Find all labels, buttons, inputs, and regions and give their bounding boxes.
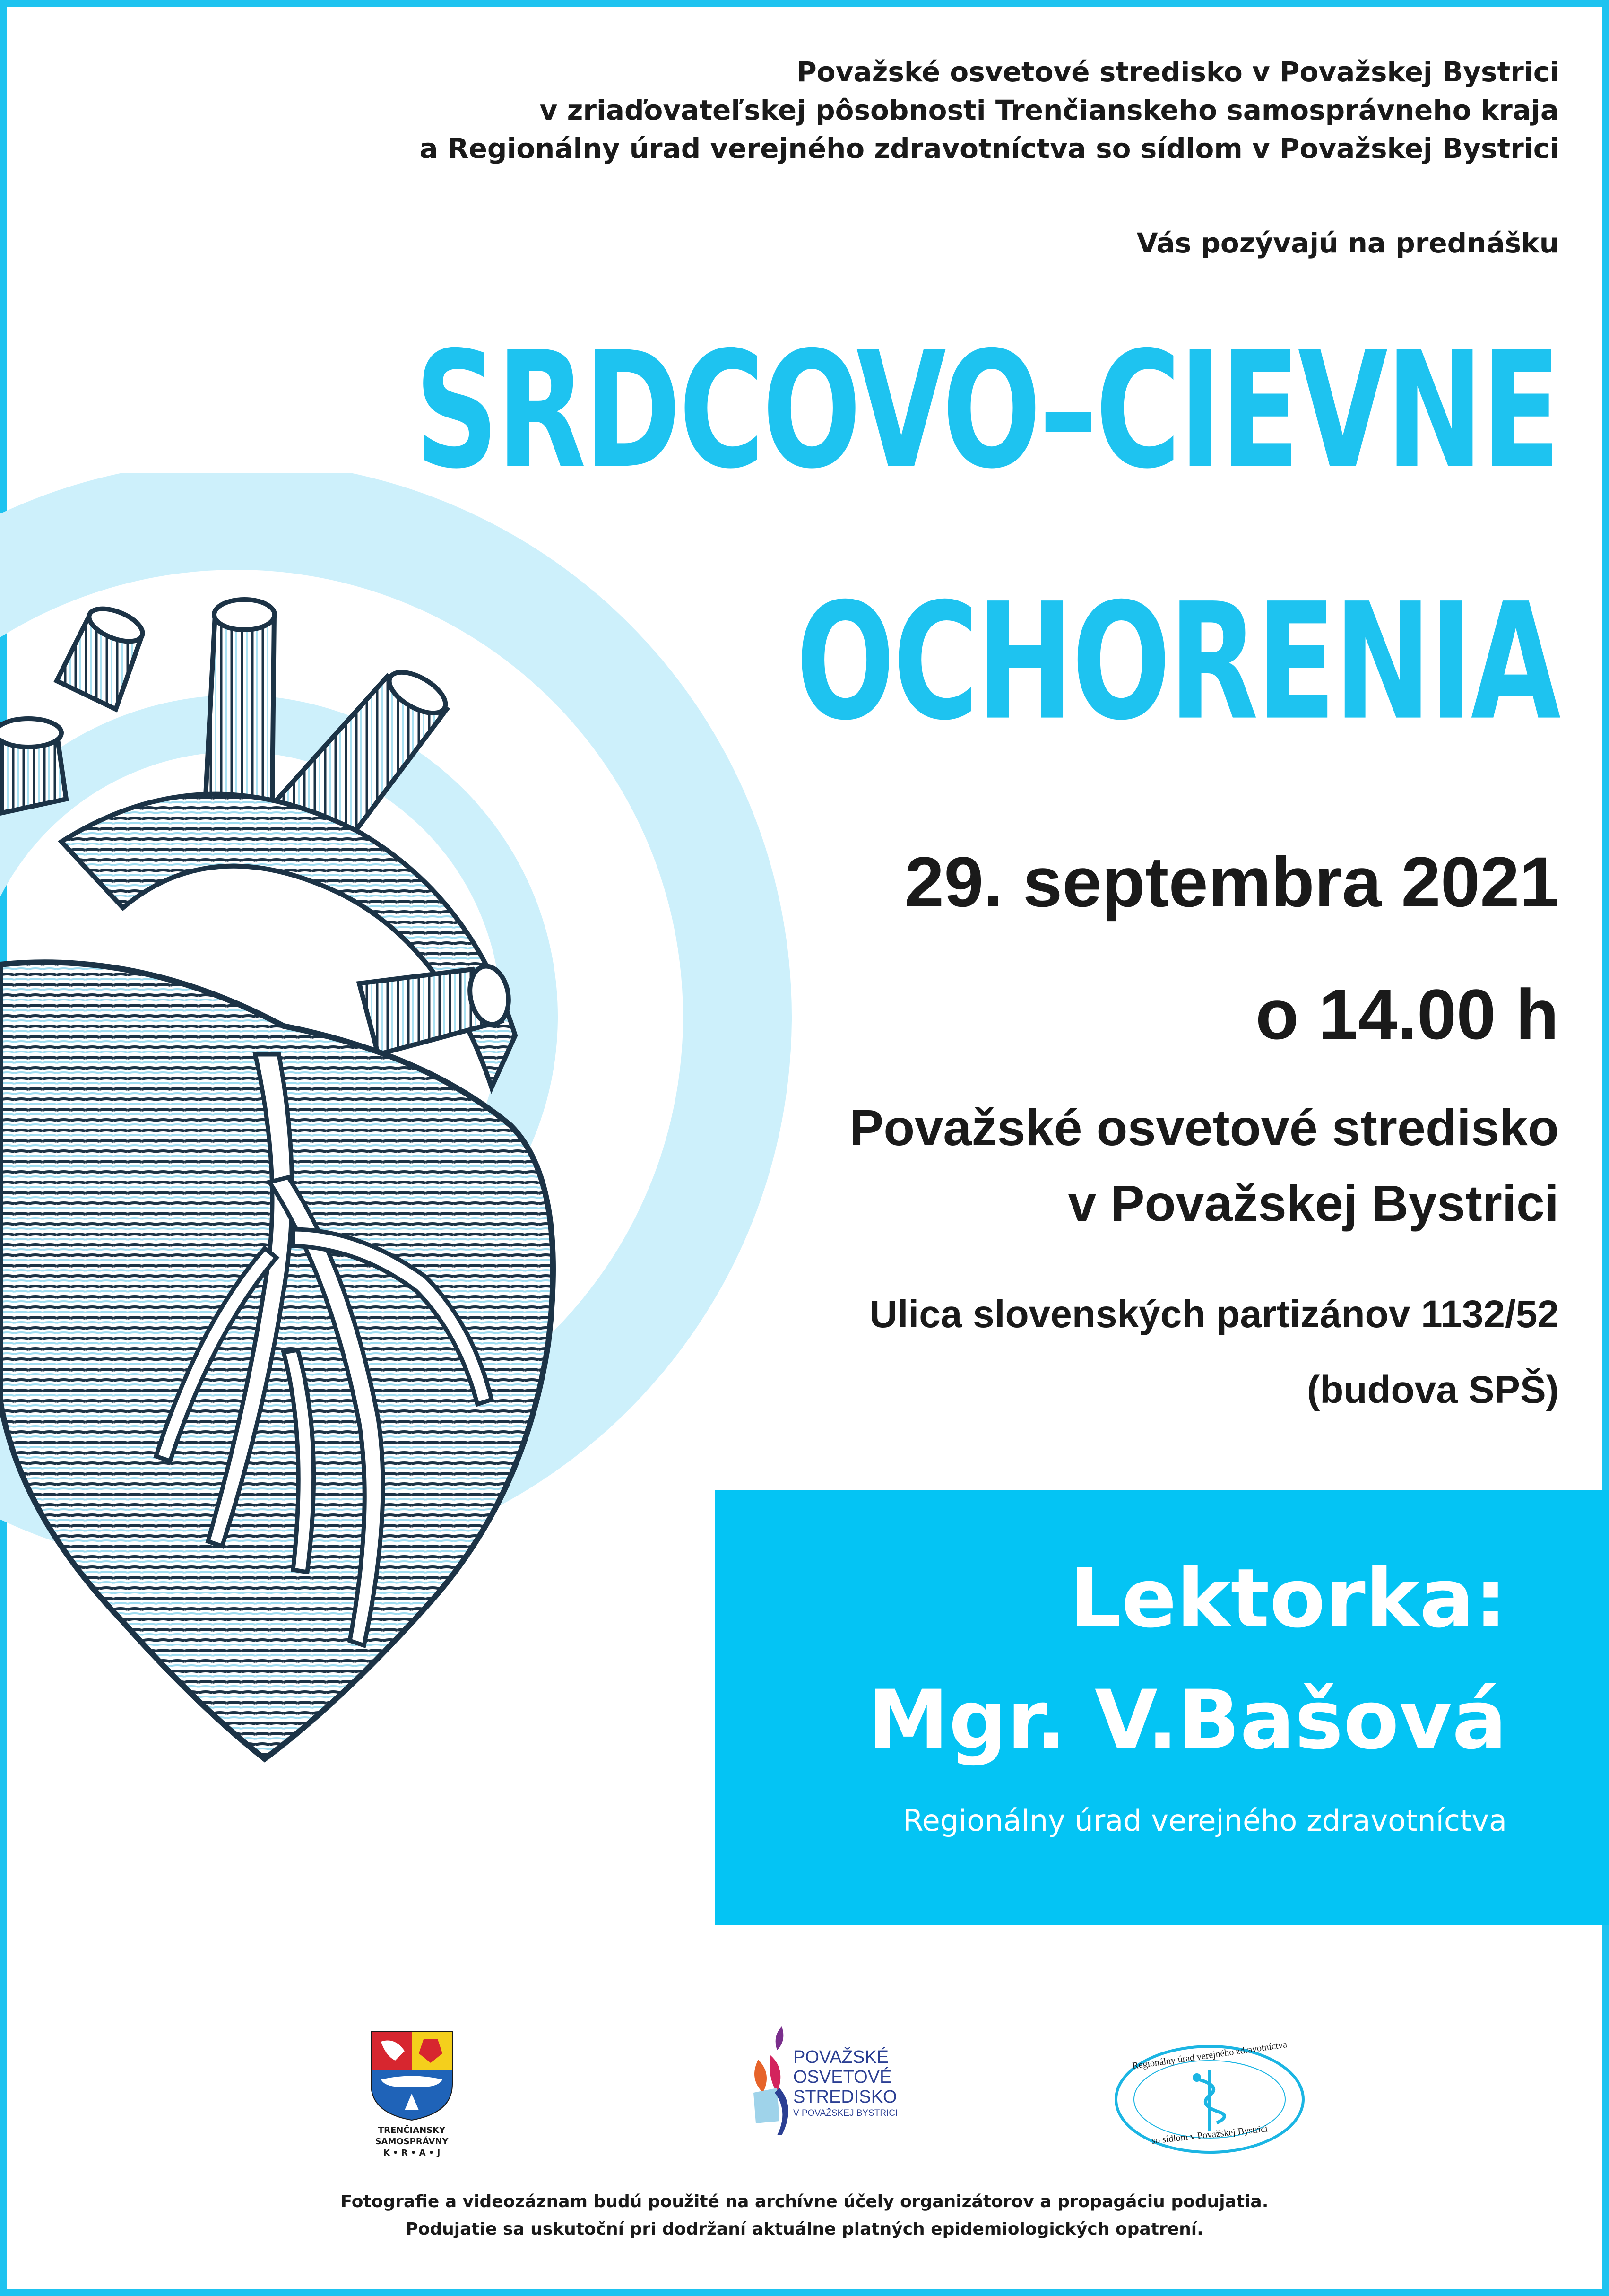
street-address: Ulica slovenských partizánov 1132/52	[869, 1293, 1559, 1336]
invitation-text: Vás pozývajú na prednášku	[1136, 227, 1559, 259]
tsk-logo	[367, 2027, 457, 2165]
lecturer-institution: Regionálny úrad verejného zdravotníctva	[903, 1803, 1507, 1838]
event-date: 29. septembra 2021	[904, 842, 1559, 922]
ruvz-bottom-text: so sídlom v Považskej Bystrici	[1151, 2123, 1268, 2146]
event-venue	[849, 1090, 1559, 1241]
organizer-line-1: Považské osvetové stredisko v Považskej Bystrici	[796, 56, 1559, 88]
organizer-line-3: a Regionálny úrad verejného zdravotníctva so sídlom v Považskej Bystrici	[419, 132, 1559, 165]
venue-line-2: v Považskej Bystrici	[1068, 1174, 1559, 1232]
pos-line-3: STREDISKO	[793, 2087, 897, 2107]
ruvz-top-text: Regionálny úrad verejného zdravotníctva	[1132, 2039, 1288, 2071]
organizers-block	[419, 53, 1559, 168]
tsk-line-1: TRENČIANSKY	[378, 2125, 446, 2135]
building-note: (budova SPŠ)	[1306, 1368, 1559, 1411]
pos-emblem-icon	[744, 2022, 801, 2140]
lecturer-label: Lektorka:	[1069, 1551, 1507, 1646]
event-address	[869, 1277, 1559, 1428]
pos-line-4: V POVAŽSKEJ BYSTRICI	[793, 2108, 898, 2118]
title-line-1: SRDCOVO–CIEVNE	[415, 318, 1559, 505]
footer-line-1: Fotografie a videozáznam budú použité na archívne účely organizátorov a propagáciu podujatia.	[340, 2192, 1269, 2211]
pos-logo	[744, 2022, 924, 2145]
pos-line-1: POVAŽSKÉ	[793, 2047, 889, 2067]
tsk-line-3: K • R • A • J	[383, 2148, 441, 2158]
ruvz-logo	[1113, 2039, 1306, 2156]
event-time: o 14.00 h	[1255, 974, 1559, 1054]
tsk-coat-of-arms-icon	[367, 2027, 457, 2122]
organizer-line-2: v zriaďovateľskej pôsobnosti Trenčianskeho samosprávneho kraja	[539, 94, 1559, 126]
footer-line-2: Podujatie sa uskutoční pri dodržaní aktuálne platných epidemiologických opatrení.	[406, 2219, 1203, 2239]
venue-line-1: Považské osvetové stredisko	[849, 1099, 1559, 1156]
title-line-2: OCHORENIA	[796, 569, 1559, 757]
tsk-line-2: SAMOSPRÁVNY	[375, 2137, 449, 2147]
pos-line-2: OSVETOVÉ	[793, 2067, 892, 2087]
lecturer-name: Mgr. V.Bašová	[868, 1672, 1507, 1767]
